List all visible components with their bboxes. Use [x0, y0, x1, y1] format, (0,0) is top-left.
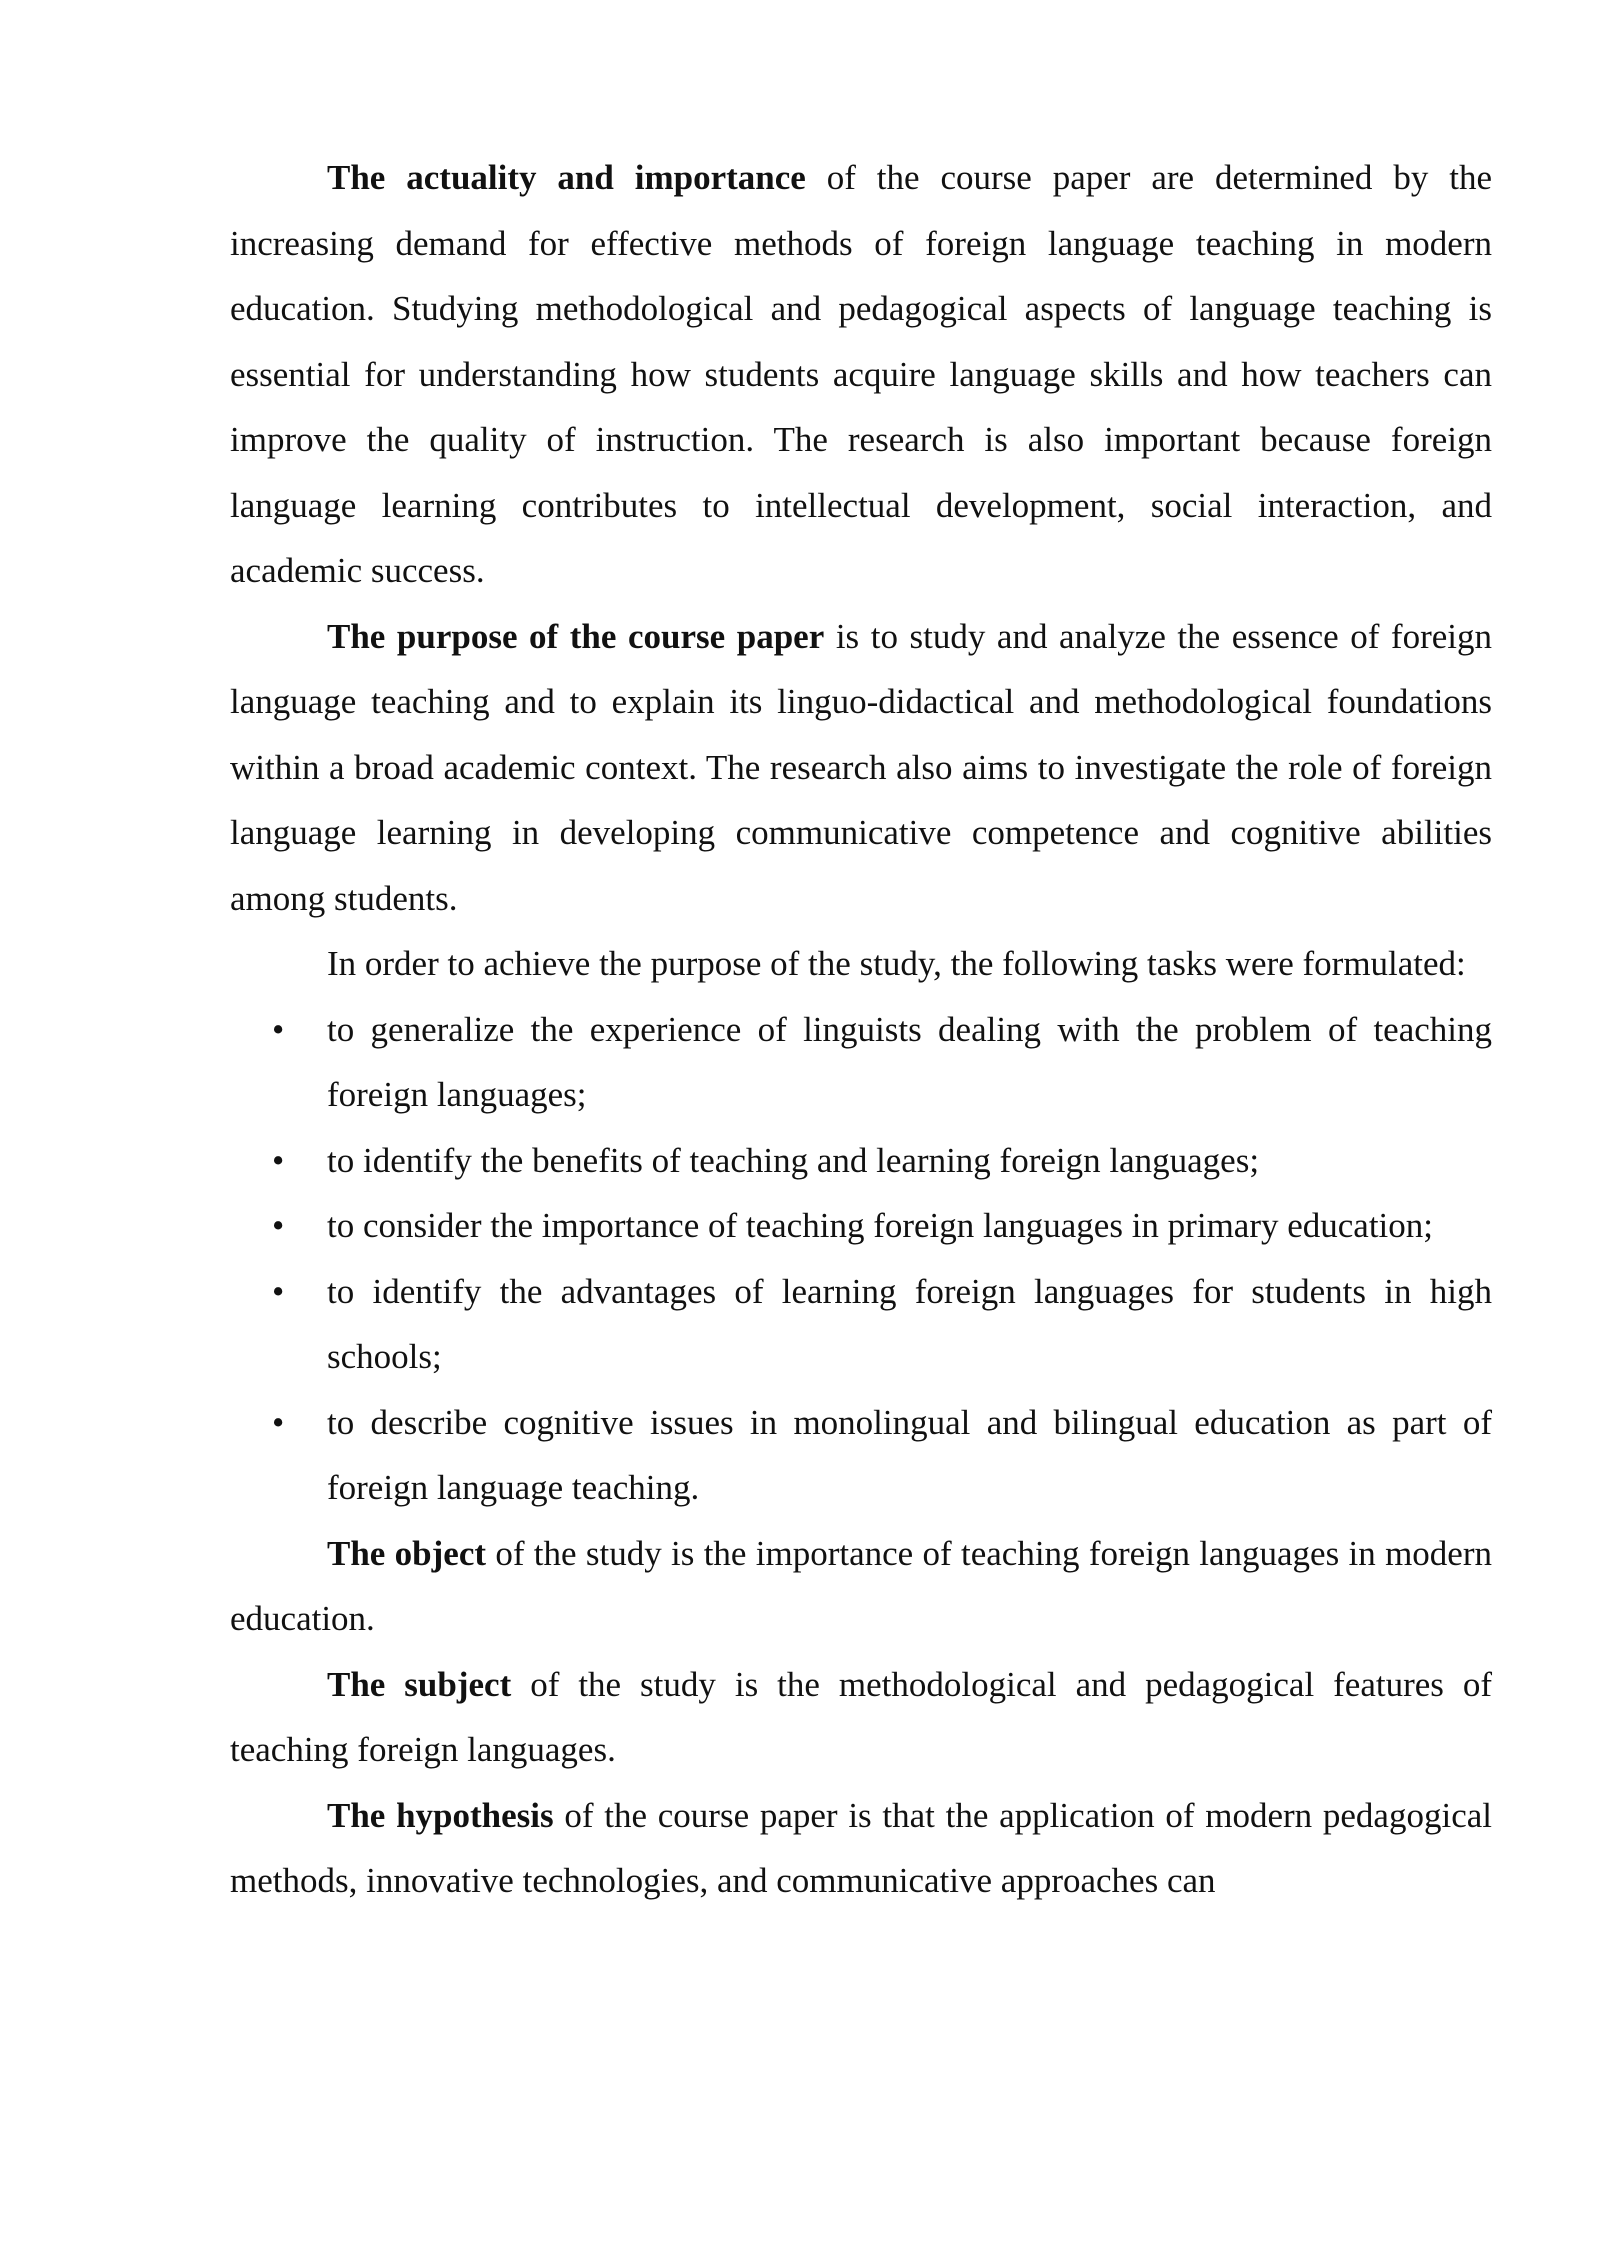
paragraph-actuality: [230, 145, 1492, 604]
term-hypothesis: The hypothesis: [327, 1795, 554, 1835]
term-purpose: The purpose of the course paper: [327, 616, 825, 656]
task-item: [230, 1128, 1492, 1194]
task-item: [230, 1259, 1492, 1390]
bullet-icon: •: [272, 1206, 285, 1245]
task-text: to describe cognitive issues in monolingual and bilingual education as part of foreign language teaching.: [327, 1402, 1492, 1507]
paragraph-tasks-intro: [230, 931, 1492, 997]
paragraph-tasks-intro-text: In order to achieve the purpose of the study, the following tasks were formulated:: [327, 944, 1466, 983]
task-text: to identify the advantages of learning foreign languages for students in high schools;: [327, 1271, 1492, 1376]
paragraph-hypothesis: [230, 1783, 1492, 1914]
task-list: [230, 997, 1492, 1521]
term-subject: The subject: [327, 1664, 512, 1704]
term-object: The object: [327, 1533, 487, 1573]
task-item: [230, 1390, 1492, 1521]
bullet-icon: •: [272, 1009, 285, 1049]
paragraph-object-text: of the study is the importance of teaching foreign languages in modern education.: [230, 1533, 1492, 1638]
task-text: to identify the benefits of teaching and learning foreign languages;: [327, 1140, 1260, 1180]
paragraph-subject: [230, 1652, 1492, 1783]
paragraph-purpose-text: is to study and analyze the essence of foreign language teaching and to explain its linguo-didactical and methodological foundations within a broad academic context. The research also aims to investigate the role of foreign language learning in developing communicative competence and cognitive abilities among students.: [230, 616, 1492, 918]
task-text: to generalize the experience of linguists dealing with the problem of teaching foreign languages;: [327, 1009, 1492, 1114]
task-item: [230, 997, 1492, 1128]
term-actuality: The actuality and importance: [327, 158, 806, 197]
paragraph-hypothesis-text: of the course paper is that the application of modern pedagogical methods, innovative technologies, and communicative approaches can: [230, 1795, 1492, 1900]
paragraph-object: [230, 1521, 1492, 1652]
paragraph-actuality-text: of the course paper are determined by the increasing demand for effective methods of foreign language teaching in modern education. Studying methodological and pedagogical aspects of language teaching is essential for understanding how students acquire language skills and how teachers can improve the quality of instruction. The research is also important because foreign language learning contributes to intellectual development, social interaction, and academic success.: [230, 158, 1492, 590]
task-item: [230, 1193, 1492, 1259]
paragraph-purpose: [230, 604, 1492, 932]
document-body: [230, 145, 1492, 1914]
bullet-icon: •: [272, 1402, 285, 1442]
task-text: to consider the importance of teaching foreign languages in primary education;: [327, 1206, 1434, 1245]
paragraph-subject-text: of the study is the methodological and pedagogical features of teaching foreign languages.: [230, 1664, 1493, 1769]
bullet-icon: •: [272, 1140, 285, 1180]
bullet-icon: •: [272, 1271, 285, 1311]
